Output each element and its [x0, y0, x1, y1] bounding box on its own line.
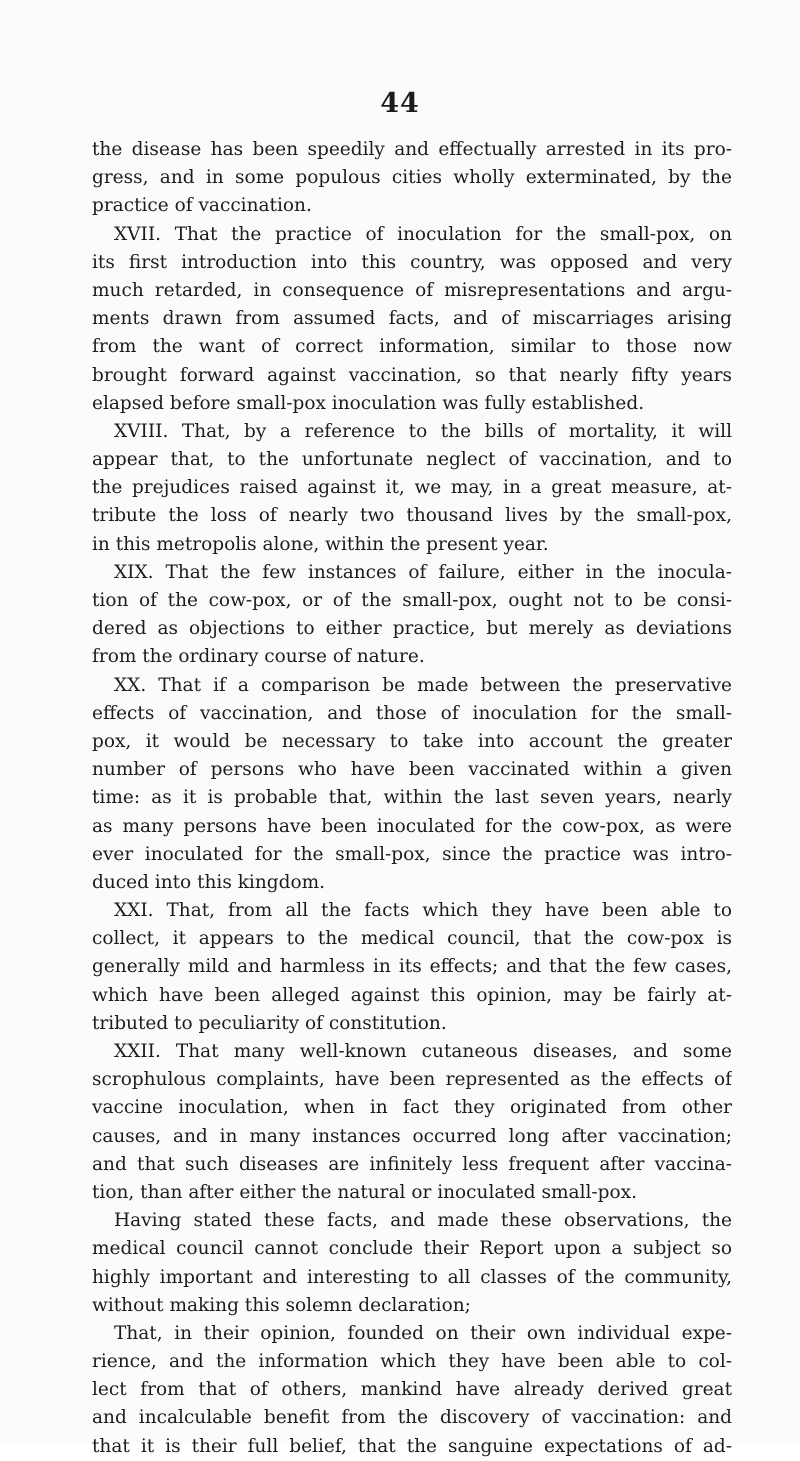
- text-line: which have been alleged against this opinion, may be fairly at-: [92, 984, 732, 1006]
- text-line: XXI. That, from all the facts which they have been able to: [114, 900, 732, 922]
- text-line: from the want of correct information, similar to those now: [92, 336, 732, 358]
- text-line: tributed to peculiarity of constitution.: [92, 1012, 447, 1034]
- body-text: [92, 136, 732, 1461]
- text-line: lect from that of others, mankind have already derived great: [92, 1379, 732, 1401]
- page-number: 44: [380, 88, 420, 119]
- text-line: number of persons who have been vaccinated within a given: [92, 759, 732, 781]
- text-line: vaccine inoculation, when in fact they originated from other: [92, 1097, 732, 1119]
- text-line: highly important and interesting to all classes of the community,: [92, 1266, 732, 1288]
- text-line: as many persons have been inoculated for the cow-pox, as were: [92, 815, 732, 837]
- text-line: dered as objections to either practice, but merely as deviations: [92, 618, 732, 640]
- text-line: XIX. That the few instances of failure, either in the inocula-: [114, 561, 732, 583]
- text-line: much retarded, in consequence of misrepresentations and argu-: [92, 279, 732, 301]
- text-line: medical council cannot conclude their Report upon a subject so: [92, 1238, 732, 1260]
- text-line: its first introduction into this country, was opposed and very: [92, 251, 732, 273]
- text-line: XX. That if a comparison be made between the preservative: [114, 674, 732, 696]
- text-line: duced into this kingdom.: [92, 871, 326, 893]
- text-line: tribute the loss of nearly two thousand lives by the small-pox,: [92, 505, 732, 527]
- text-line: ments drawn from assumed facts, and of miscarriages arising: [92, 308, 732, 330]
- text-line: ever inoculated for the small-pox, since the practice was intro-: [92, 843, 732, 865]
- text-line: brought forward against vaccination, so that nearly fifty years: [92, 364, 732, 386]
- text-line: elapsed before small-pox inoculation was fully established.: [92, 392, 645, 414]
- text-line: collect, it appears to the medical council, that the cow-pox is: [92, 928, 732, 950]
- text-line: without making this solemn declaration;: [92, 1294, 471, 1316]
- text-line: scrophulous complaints, have been represented as the effects of: [92, 1069, 732, 1091]
- text-line: XVIII. That, by a reference to the bills of mortality, it will: [114, 420, 732, 442]
- text-line: generally mild and harmless in its effects; and that the few cases,: [92, 956, 732, 978]
- text-line: XVII. That the practice of inoculation for the small-pox, on: [114, 223, 732, 245]
- text-line: rience, and the information which they have been able to col-: [92, 1351, 732, 1373]
- text-line: gress, and in some populous cities wholly exterminated, by the: [92, 167, 732, 189]
- text-line: XXII. That many well-known cutaneous diseases, and some: [114, 1041, 732, 1062]
- text-line: That, in their opinion, founded on their own individual expe-: [114, 1322, 732, 1344]
- text-line: tion of the cow-pox, or of the small-pox, ought not to be consi-: [92, 590, 732, 611]
- text-line: from the ordinary course of nature.: [92, 646, 425, 668]
- text-line: causes, and in many instances occurred long after vaccination;: [92, 1125, 732, 1147]
- text-line: pox, it would be necessary to take into account the greater: [92, 730, 732, 752]
- text-line: Having stated these facts, and made these observations, the: [114, 1210, 732, 1232]
- text-line: effects of vaccination, and those of inoculation for the small-: [92, 702, 732, 724]
- text-line: time: as it is probable that, within the last seven years, nearly: [92, 787, 732, 809]
- text-line: the prejudices raised against it, we may, in a great measure, at-: [92, 477, 732, 499]
- text-line: practice of vaccination.: [92, 195, 312, 217]
- text-line: tion, than after either the natural or inoculated small-pox.: [92, 1181, 637, 1203]
- text-line: and that such diseases are infinitely less frequent after vaccina-: [92, 1153, 732, 1175]
- text-line: and incalculable benefit from the discovery of vaccination: and: [92, 1407, 732, 1429]
- text-line: that it is their full belief, that the sanguine expectations of ad-: [92, 1435, 732, 1457]
- text-line: appear that, to the unfortunate neglect of vaccination, and to: [92, 449, 732, 471]
- text-line: in this metropolis alone, within the present year.: [92, 533, 549, 555]
- text-line: the disease has been speedily and effectually arrested in its pro-: [92, 139, 732, 160]
